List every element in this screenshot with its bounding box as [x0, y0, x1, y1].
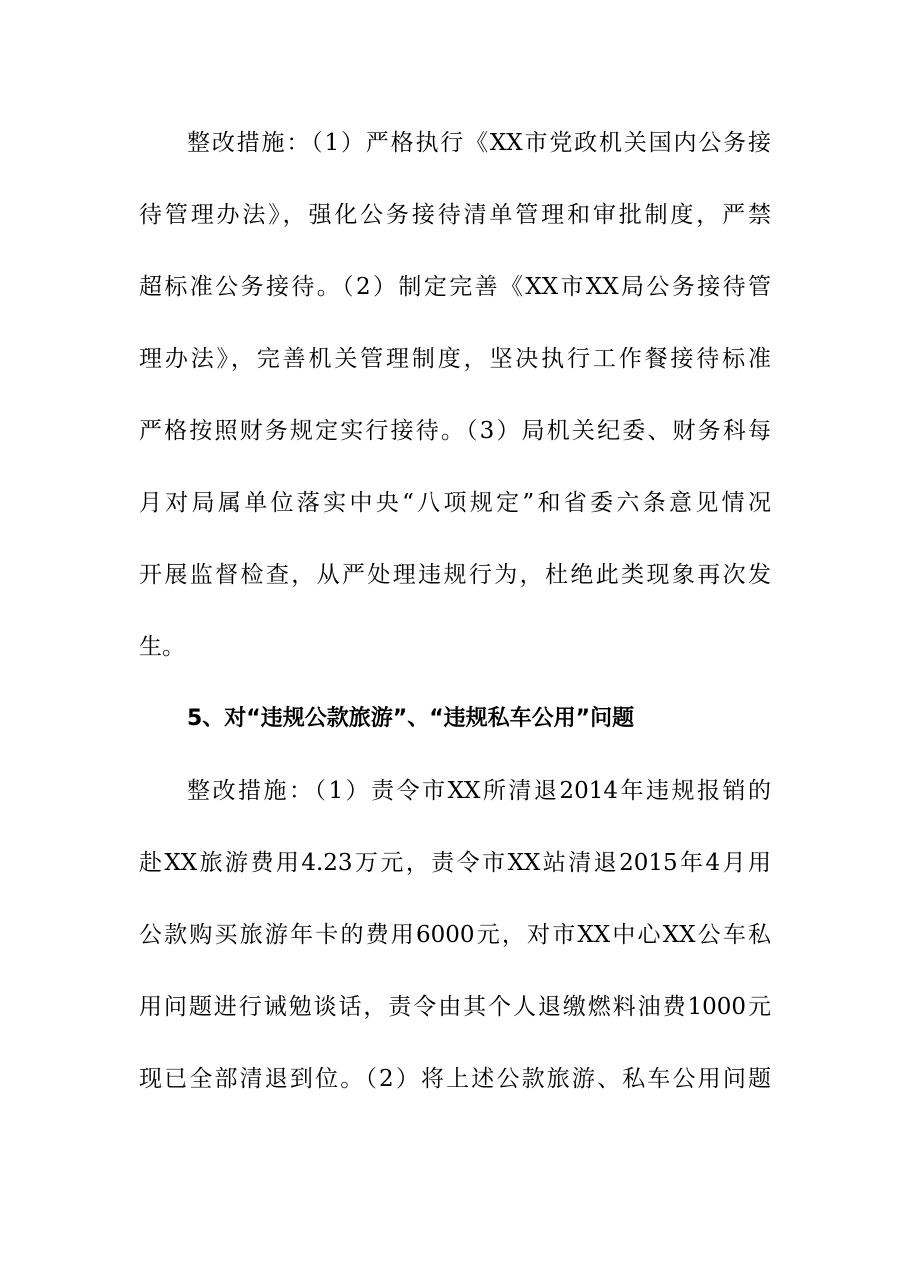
- paragraph-line: 整改措施：（1）责令市XX所清退2014年违规报销的: [187, 778, 771, 804]
- paragraph-line: 整改措施：（1）严格执行《XX市党政机关国内公务接: [187, 130, 771, 156]
- paragraph-line: 月对局属单位落实中央“八项规定”和省委六条意见情况: [139, 490, 771, 516]
- paragraph-line: 超标准公务接待。（2）制定完善《XX市XX局公务接待管: [139, 274, 771, 300]
- paragraph-line: 公款购买旅游年卡的费用6000元，对市XX中心XX公车私: [139, 922, 771, 948]
- paragraph-line: 开展监督检查，从严处理违规行为，杜绝此类现象再次发: [139, 562, 771, 588]
- paragraph-line: 赴XX旅游费用4.23万元，责令市XX站清退2015年4月用: [139, 850, 771, 876]
- section-heading: 5、对“违规公款旅游”、“违规私车公用”问题: [187, 706, 635, 731]
- paragraph-line: 现已全部清退到位。（2）将上述公款旅游、私车公用问题: [139, 1066, 771, 1092]
- paragraph-line: 理办法》，完善机关管理制度，坚决执行工作餐接待标准: [139, 346, 771, 372]
- paragraph-line: 生。: [139, 634, 185, 660]
- paragraph-line: 用问题进行诫勉谈话，责令由其个人退缴燃料油费1000元: [139, 994, 771, 1020]
- paragraph-line: 严格按照财务规定实行接待。（3）局机关纪委、财务科每: [139, 418, 771, 444]
- paragraph-line: 待管理办法》，强化公务接待清单管理和审批制度，严禁: [139, 202, 771, 228]
